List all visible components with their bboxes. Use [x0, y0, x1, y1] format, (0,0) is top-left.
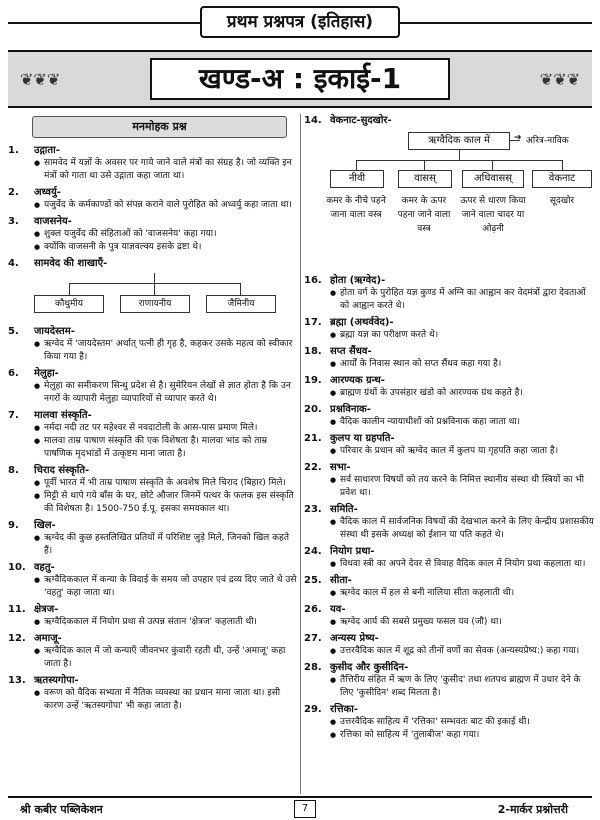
item-number: 9.	[8, 520, 19, 531]
chart-connector	[356, 160, 562, 161]
item-bullet: ● आर्यों के निवास स्थान को सप्त सैंधव कहा गया है।	[330, 358, 594, 371]
item-title: कुलप या ग्रहपति-	[330, 433, 395, 444]
question-item	[8, 257, 298, 270]
item-bullet: ● विधवा स्त्री का अपने देवर से विवाह वैदिक काल में नियोग प्रथा कहलाता था।	[330, 558, 594, 571]
item-bullet: ● ऋग्वेद में 'जायदेस्तम' अर्थात् पत्नी ही गृह है, कहकर उसके महत्व को स्वीकार किया गया है।	[34, 338, 298, 364]
item-bullet: ● मिट्टी से थापे गये बाँस के घर, छोटे औजार जिनमें पत्थर के फलक इस संस्कृति की विशेषता है। 1500-750 ई.पू. इसका समयकाल था।	[34, 490, 298, 516]
item-title: खिल-	[34, 520, 56, 531]
item-number: 23.	[304, 504, 322, 515]
item-bullet: ● होता वर्ग के पुरोहित यज्ञ कुण्ड में अग्नि का आह्वान कर वेदमंत्रों द्वारा देवताओं को आह्वान करते थे।	[330, 287, 594, 313]
item-bullet: ● ऋग्वेद की कुछ हस्तलिखित प्रतियों में परिशिष्ट जुड़े मिले, जिनको खिल कहते हैं।	[34, 532, 298, 558]
item-title: ऋतस्यगोपा-	[34, 675, 79, 686]
item-title: होता (ऋग्वेद)-	[330, 275, 386, 286]
left-ornament-icon: ❦❦❦	[20, 70, 61, 89]
branch-box: कौथुमीय	[34, 295, 104, 313]
item-title: सामवेद की शाखाएँ-	[34, 258, 108, 269]
page-number: 7	[294, 800, 316, 818]
chart-box: वेकनाट	[532, 170, 592, 188]
item-number: 26.	[304, 604, 322, 615]
question-item	[304, 545, 594, 571]
question-item	[8, 603, 298, 629]
item-bullet: ● ऋग्वैदिककाल में कन्या के विदाई के समय जो उपहार एवं द्रव्य दिए जाते थे उसे 'वहतु' कहा जाता था।	[34, 574, 298, 600]
item-number: 27.	[304, 633, 322, 644]
chart-connector	[424, 160, 425, 170]
chart-desc: सूदखोर	[549, 196, 575, 206]
chart-connector	[356, 160, 357, 170]
left-column	[8, 114, 298, 716]
chart-root-box: ऋग्वैदिक काल में	[408, 132, 510, 150]
item-bullet: ● उत्तरवैदिक काल में शूद्र को तीनों वर्णो का सेवक (अन्यस्यप्रेष्य:) कहा गया।	[330, 645, 594, 658]
question-item	[8, 561, 298, 600]
question-item	[304, 574, 594, 600]
vedic-clothing-chart	[304, 130, 594, 274]
chart-connector	[69, 283, 70, 295]
item-number: 28.	[304, 662, 322, 673]
question-item	[304, 114, 594, 127]
item-title: समिति-	[330, 504, 358, 515]
item-title: मेलुहा-	[34, 368, 59, 379]
box-title: मनमोहक प्रश्न	[32, 116, 287, 138]
item-title: आरण्यक ग्रन्थ-	[330, 375, 385, 386]
question-item	[304, 274, 594, 313]
item-number: 8.	[8, 465, 19, 476]
item-number: 2.	[8, 187, 19, 198]
question-item	[304, 661, 594, 700]
page-footer	[8, 796, 592, 818]
item-bullet: ● सामवेद में यज्ञों के अवसर पर गाये जाने वाले मंत्रों का संग्रह है। जो व्यक्ति इन मंत्रों को गाता था उसे उद्गाता कहा जाता था।	[34, 157, 298, 183]
item-bullet: ● ऋग्वैदिक काल में जो कन्याएँ जीवनभर कुंवारी रहती थी, उन्हें 'अमाजू' कहा जाता है।	[34, 645, 298, 671]
question-item	[304, 503, 594, 542]
chart-desc: कमर के नीचे पहने जाना वाला वस्त्र	[326, 196, 386, 220]
chart-connector	[562, 160, 563, 170]
question-item	[304, 461, 594, 500]
question-item	[8, 519, 298, 558]
item-title: वहतु-	[34, 562, 55, 573]
item-bullet: ● यजुर्वेद के कर्मकाण्डों को संपन्न कराने वाले पुरोहित को अध्वर्यु कहा जाता था।	[34, 199, 298, 212]
left-question-list	[8, 144, 298, 713]
right-question-list	[304, 274, 594, 742]
item-title: रत्तिका-	[330, 704, 359, 715]
question-item	[304, 403, 594, 429]
item-bullet: ● मेलुहा का समीकरण सिन्धु प्रदेश से है। सुमेरियन लेखों से ज्ञात होता है कि उन नगरों के व्यापारी मेलुहा व्यापारियों से व्यापार करते थे।	[34, 380, 298, 406]
item-title: क्षेत्रज-	[34, 604, 59, 615]
item-number: 5.	[8, 326, 19, 337]
item-bullet: ● ऋग्वैदिककाल में नियोग प्रथा से उत्पन्न संतान 'क्षेत्रज' कहलाती थी।	[34, 616, 298, 629]
paper-title: प्रथम प्रश्नपत्र (इतिहास)	[200, 6, 400, 38]
item-bullet: ● शुक्ल यजुर्वेद की संहिताओं को 'वाजसनेय' कहा गया।	[34, 228, 298, 241]
chart-desc: ऊपर से धारण किया जाने वाला चादर या ओढ़नी	[460, 196, 526, 234]
item-number: 6.	[8, 368, 19, 379]
item-title: जायदेस्तम-	[34, 326, 75, 337]
question-item	[8, 464, 298, 516]
item-number: 22.	[304, 462, 322, 473]
item-number: 3.	[8, 216, 19, 227]
item-title: सप्त सैंधव-	[330, 346, 372, 357]
item-number: 17.	[304, 317, 322, 328]
item-bullet: ● वरूण को वैदिक सभ्यता में नैतिक व्यवस्था का प्रधान माना जाता था। इसी कारण उन्हें 'ऋतस्यगोपा' भी कहा जाता है।	[34, 687, 298, 713]
item-number: 29.	[304, 704, 322, 715]
item-title: अन्यस्य प्रेष्य-	[330, 633, 379, 644]
series-name: 2-मार्कर प्रश्नोत्तरी	[497, 803, 568, 816]
item-bullet: ● रत्तिका को साहित्य में 'तुलाबीज' कहा गया।	[330, 729, 594, 742]
item-title: नियोग प्रथा-	[330, 546, 375, 557]
right-column	[304, 114, 594, 745]
item-title: उद्गाता-	[34, 145, 60, 156]
chart-connector	[154, 273, 155, 283]
item-bullet: ● सर्व साधारण विषयों को तय करने के निमित्त स्थानीय संस्था थी स्त्रियों का भी प्रवेश था।	[330, 474, 594, 500]
item-number: 4.	[8, 258, 19, 269]
arrow-right-icon: ➔	[514, 133, 522, 143]
question-item	[8, 632, 298, 671]
column-divider	[300, 114, 301, 794]
chart-desc: कमर के ऊपर पहना जाने वाला वस्त्र	[397, 196, 451, 234]
chart-box: अधिवासस्	[462, 170, 524, 188]
question-item	[304, 703, 594, 742]
item-title: कुसीद और कुसीदिन-	[330, 662, 409, 673]
item-bullet: ● वैदिक कालीन न्यायाधीशों को प्रश्नविनाक कहा जाता था।	[330, 416, 594, 429]
section-title: खण्ड-अ : इकाई-1	[150, 58, 450, 100]
item-number: 1.	[8, 145, 19, 156]
item-number: 25.	[304, 575, 322, 586]
item-title: यव-	[330, 604, 346, 615]
item-title: चिराद संस्कृति-	[34, 465, 90, 476]
item-number: 12.	[8, 633, 26, 644]
branch-box: जैमिनीय	[206, 295, 276, 313]
item-bullet: ● क्योंकि वाजसनी के पुत्र याज्ञवल्क्य इसके द्रष्टा थे।	[34, 241, 298, 254]
item-number: 10.	[8, 562, 26, 573]
item-title: वाजसनेय-	[34, 216, 72, 227]
item-bullet: ● ब्रह्मा यज्ञ का परीक्षण करते थे।	[330, 329, 594, 342]
chart-box: नीवी	[330, 170, 384, 188]
item-title: प्रश्नविनाक-	[330, 404, 371, 415]
chart-connector	[154, 283, 155, 295]
item-title: सीता-	[330, 575, 352, 586]
item-bullet: ● उत्तरवैदिक साहित्य में 'रत्तिका' सम्भवतः बाट की इकाई थी।	[330, 716, 594, 729]
right-ornament-icon: ❦❦❦	[539, 70, 580, 89]
item-title: मालवा संस्कृति-	[34, 410, 92, 421]
question-item	[304, 632, 594, 658]
item-number: 18.	[304, 346, 322, 357]
item-bullet: ● मालवा ताम्र पाषाण संस्कृति की एक विशेषता है। मालवा भांड को ताम्र पाषणिक मृदभांडों में उत्कृष्टम माना जाता है।	[34, 435, 298, 461]
item-number: 19.	[304, 375, 322, 386]
item-bullet: ● तैत्तिरीय संहित में ऋण के लिए 'कुसीद' तथा शतपथ ब्राह्मण में उधार देने के लिए 'कुसीदिन' शब्द मिलता है।	[330, 674, 594, 700]
chart-box: वासस्	[398, 170, 452, 188]
item-bullet: ● परिवार के प्रधान को ऋग्वेद काल में कुलप या गृहपति कहा जाता है।	[330, 445, 594, 458]
question-item	[8, 186, 298, 212]
item-bullet: ● नर्मदा नदी तट पर महेश्वर से नवदाटोली के आस-पास प्रमाण मिले।	[34, 422, 298, 435]
chart-side-label: अरित्र-नाविक	[526, 136, 569, 146]
item-title: वेकनाट-सुदखोर-	[330, 115, 392, 126]
question-item	[304, 603, 594, 629]
item-number: 24.	[304, 546, 322, 557]
question-item	[8, 367, 298, 406]
chart-connector	[69, 283, 241, 284]
branch-box: राणायनीय	[120, 295, 190, 313]
chart-connector	[492, 160, 493, 170]
item-title: अध्वर्यु-	[34, 187, 61, 198]
question-item	[8, 674, 298, 713]
item-number: 11.	[8, 604, 26, 615]
item-number: 13.	[8, 675, 26, 686]
question-item	[304, 345, 594, 371]
question-item	[304, 316, 594, 342]
item-bullet: ● ऋग्वेद काल में हल से बनी नालिया सीता कहलाती थी।	[330, 587, 594, 600]
item-title: ब्रह्मा (अथर्ववेद)-	[330, 317, 394, 328]
chart-connector	[459, 150, 460, 160]
saamved-branch-chart	[34, 273, 298, 325]
chart-connector	[240, 283, 241, 295]
question-item	[8, 409, 298, 461]
item-bullet: ● ऋग्वेद आर्य की सबसे प्रमुख्य फसल यव (जौ) था।	[330, 616, 594, 629]
item-bullet: ● पूर्वी भारत में भी ताम्र पाषाण संस्कृति के अवशेष मिले चिराद (बिहार) मिले।	[34, 477, 298, 490]
item-title: सभा-	[330, 462, 351, 473]
item-title: अमाजू-	[34, 633, 62, 644]
item-bullet: ● वैदिक काल में सार्वजनिक विषयों की देखभाल करने के लिए केन्द्रीय प्रशासकीय संस्था थी इसके अध्यक्ष को ईशान या पति कहते थे।	[330, 516, 594, 542]
question-item	[304, 432, 594, 458]
publisher-name: श्री कबीर पब्लिकेशन	[20, 803, 103, 816]
item-number: 20.	[304, 404, 322, 415]
item-number: 16.	[304, 275, 322, 286]
item-bullet: ● ब्राह्मण ग्रंथों के उपसंहार खंडो को आरण्यक ग्रंथ कहते है।	[330, 387, 594, 400]
item-number: 14.	[304, 115, 322, 126]
question-item	[8, 215, 298, 254]
question-item	[304, 374, 594, 400]
question-item	[8, 144, 298, 183]
item-number: 7.	[8, 410, 19, 421]
item-number: 21.	[304, 433, 322, 444]
question-item	[8, 325, 298, 364]
